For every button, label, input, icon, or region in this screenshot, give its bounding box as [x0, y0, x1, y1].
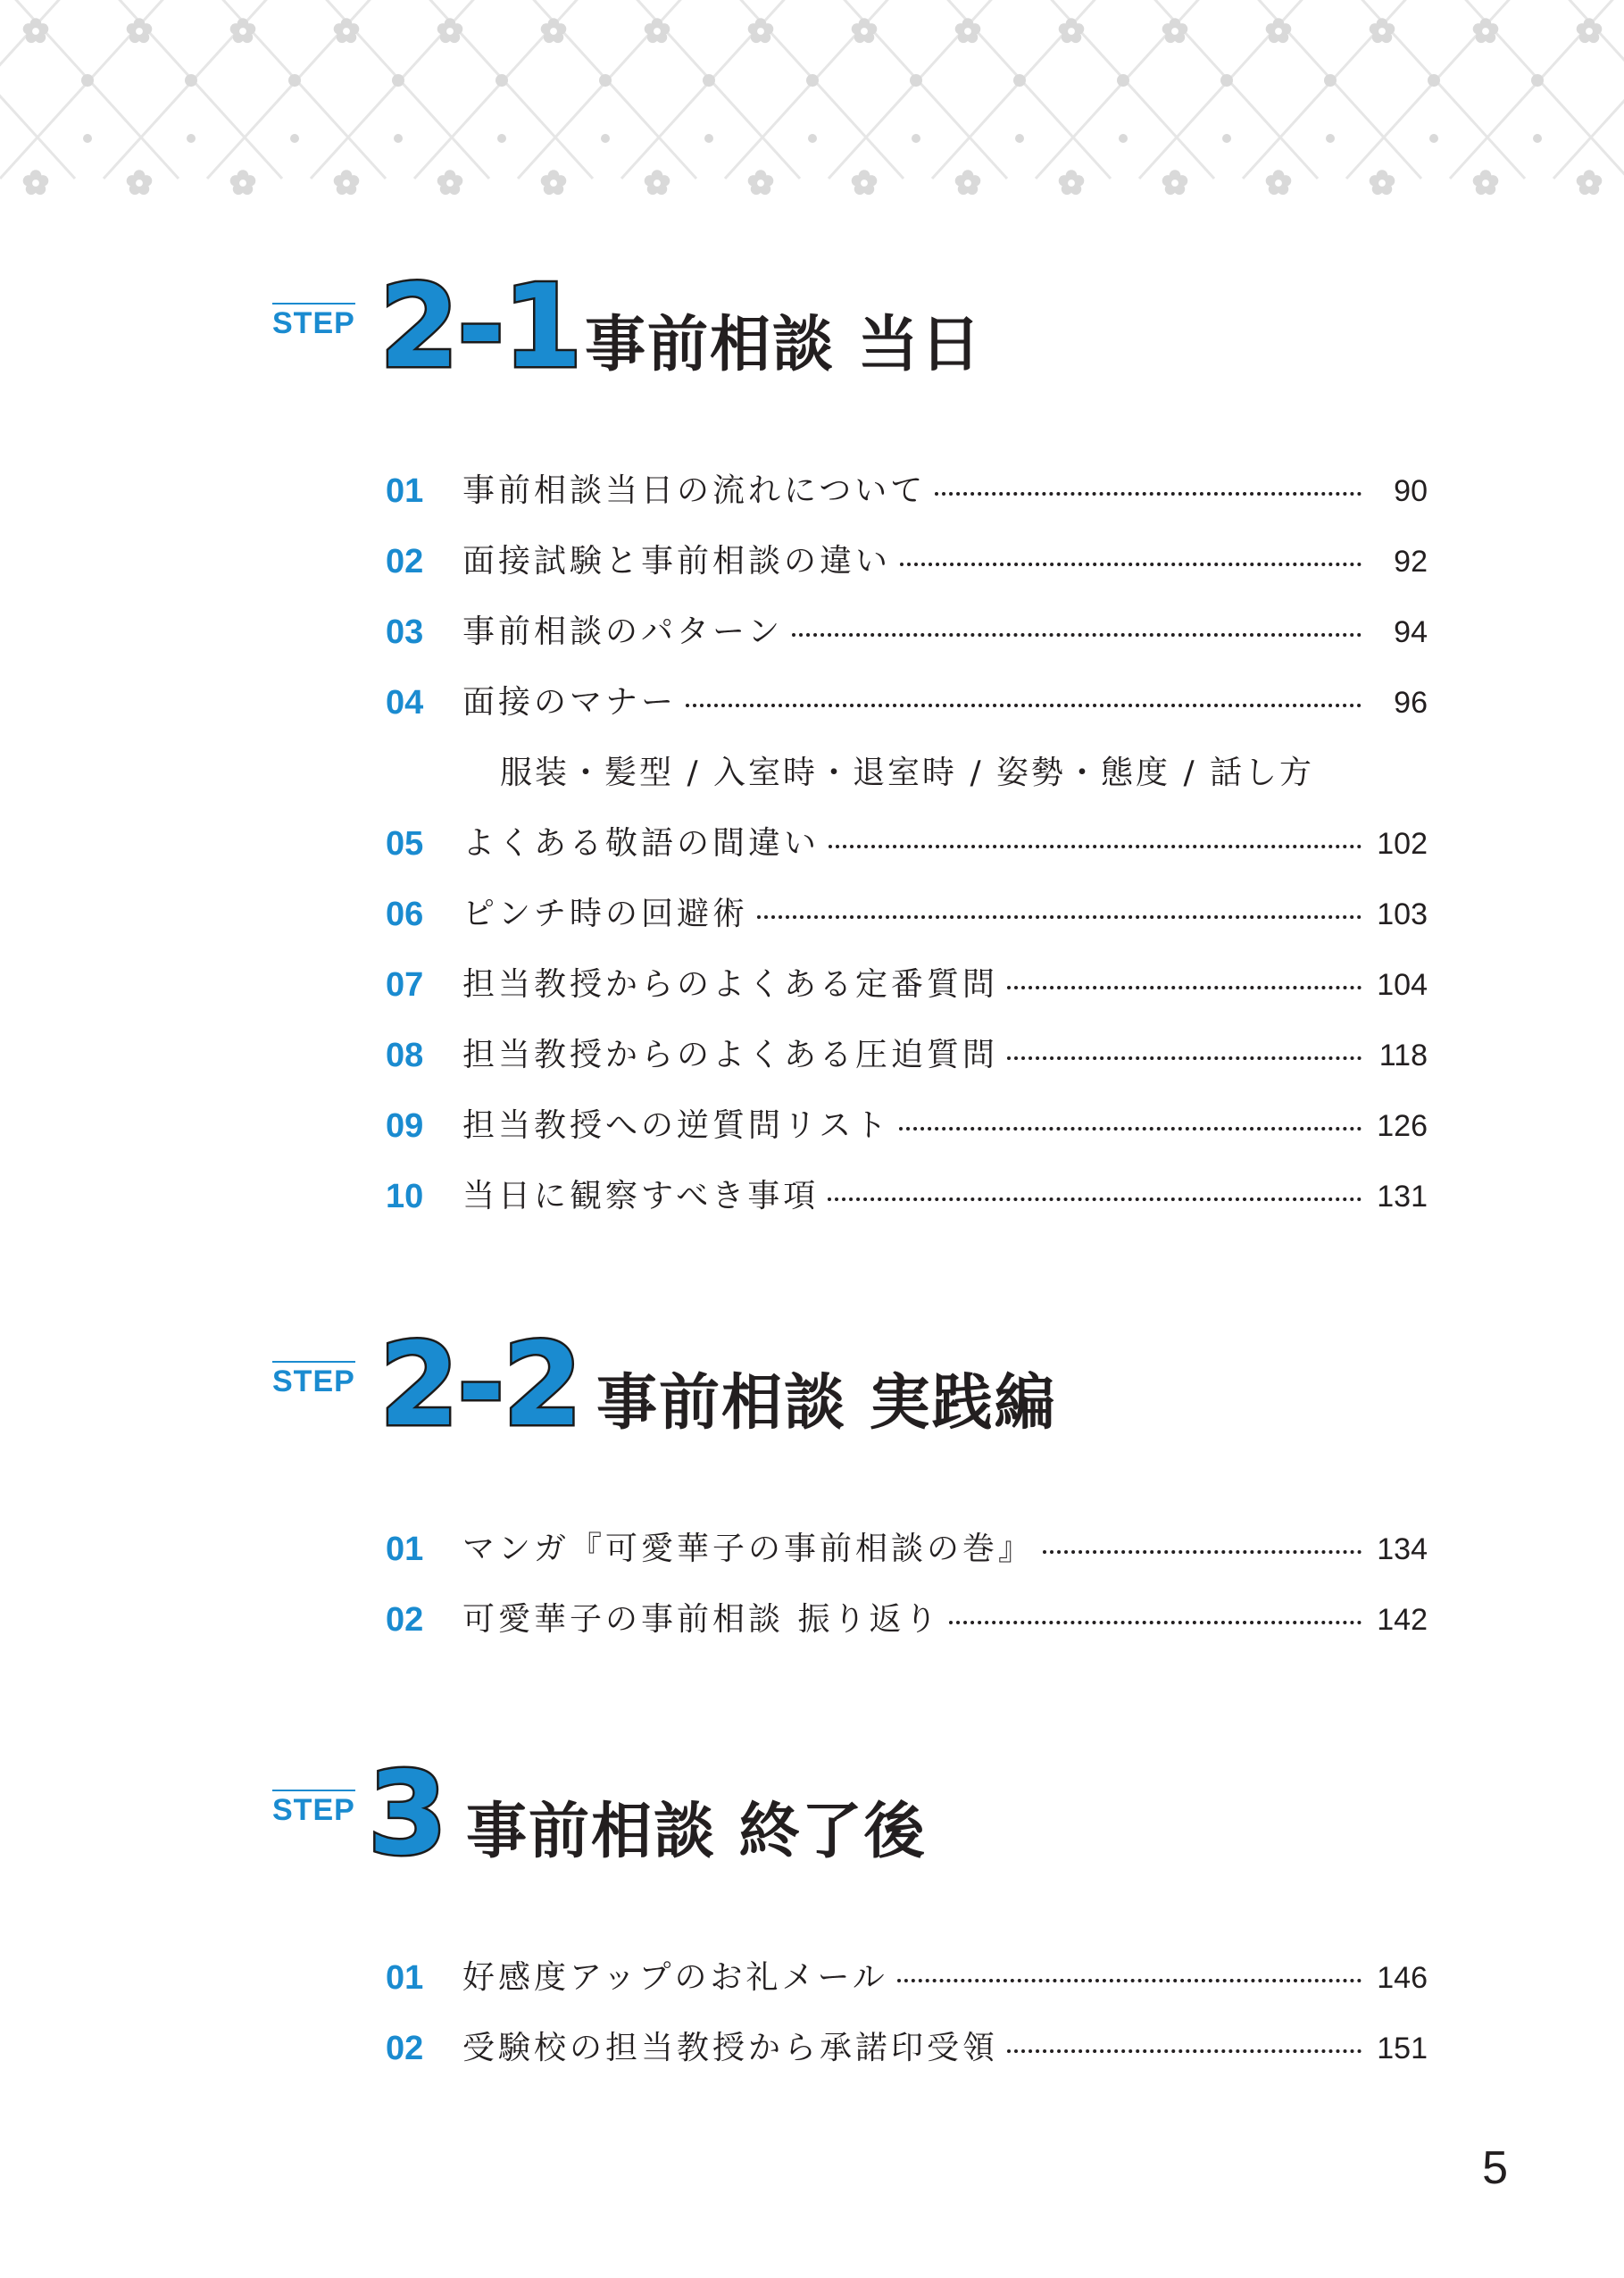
flower-icon	[23, 170, 49, 195]
entry-title: 可愛華子の事前相談 振り返り	[462, 1601, 941, 1638]
dot-leader	[900, 562, 1362, 566]
dot-icon	[1119, 134, 1128, 143]
dot-icon	[1220, 74, 1233, 87]
dot-icon	[1117, 74, 1129, 87]
dot-icon	[392, 74, 404, 87]
entry-page: 102	[1377, 827, 1428, 861]
dot-leader	[897, 1978, 1362, 1982]
flower-icon	[334, 18, 360, 43]
flower-icon	[1162, 18, 1188, 43]
dot-icon	[497, 134, 506, 143]
dot-icon	[1429, 134, 1438, 143]
flower-icon	[541, 170, 567, 195]
toc-subtopics	[0, 747, 1624, 800]
dot-icon	[704, 134, 713, 143]
flower-icon	[127, 18, 153, 43]
dot-icon	[1428, 74, 1440, 87]
step-number: 2-1	[379, 261, 581, 394]
entry-title: 担当教授への逆質問リスト	[462, 1107, 891, 1144]
entry-title: ピンチ時の回避術	[462, 896, 749, 932]
dot-icon	[703, 74, 715, 87]
dot-icon	[187, 134, 196, 143]
dot-icon	[601, 134, 610, 143]
step-heading	[0, 1748, 1624, 1884]
dot-icon	[1531, 74, 1544, 87]
dot-icon	[599, 74, 612, 87]
entry-page: 92	[1394, 545, 1428, 579]
dot-leader	[828, 1197, 1362, 1201]
entry-row	[462, 1598, 1428, 1641]
dot-icon	[1326, 134, 1335, 143]
flower-icon	[437, 18, 463, 43]
step-label: STEP	[272, 1361, 355, 1398]
flower-icon	[1473, 170, 1499, 195]
entry-title: 面接試験と事前相談の違い	[462, 543, 892, 580]
dot-leader	[829, 844, 1362, 848]
section-step-2-2	[0, 1319, 1624, 1639]
step-heading	[0, 1319, 1624, 1456]
entry-number: 01	[386, 1959, 424, 1997]
flower-icon	[1370, 170, 1395, 195]
flower-icon	[852, 170, 878, 195]
entry-number: 01	[386, 1531, 424, 1568]
step-number: 3	[368, 1748, 446, 1881]
dot-icon	[1222, 134, 1231, 143]
flower-icon	[645, 18, 670, 43]
entry-title: マンガ『可愛華子の事前相談の巻』	[462, 1531, 1035, 1567]
entry-number: 02	[386, 1601, 424, 1639]
flower-icon	[1266, 18, 1292, 43]
flower-icon	[230, 170, 256, 195]
dot-icon	[910, 74, 922, 87]
entry-row	[462, 2027, 1428, 2070]
flower-icon	[645, 170, 670, 195]
entry-row	[462, 540, 1428, 583]
toc-entry[interactable]	[0, 464, 1624, 518]
entry-title: 事前相談のパターン	[462, 613, 784, 650]
flower-icon	[852, 18, 878, 43]
toc-entry[interactable]	[0, 1523, 1624, 1576]
entry-number: 09	[386, 1107, 424, 1145]
flower-icon	[1059, 170, 1085, 195]
entry-row	[462, 1528, 1428, 1571]
entry-number: 02	[386, 2030, 424, 2067]
entry-page: 142	[1377, 1603, 1428, 1637]
flower-icon	[1162, 170, 1188, 195]
toc-entry[interactable]	[0, 605, 1624, 659]
dot-leader	[1043, 1549, 1362, 1554]
dot-icon	[81, 74, 94, 87]
entry-number: 05	[386, 825, 424, 863]
flower-icon	[955, 170, 981, 195]
flower-icon	[1266, 170, 1292, 195]
toc-entry[interactable]	[0, 1951, 1624, 2005]
entry-page: 126	[1377, 1109, 1428, 1143]
entry-title: 事前相談当日の流れについて	[462, 472, 927, 509]
dot-icon	[1533, 134, 1542, 143]
entry-number: 10	[386, 1178, 424, 1215]
entry-row	[462, 893, 1428, 936]
dot-icon	[394, 134, 403, 143]
flower-icon	[955, 18, 981, 43]
toc-entry[interactable]	[0, 1170, 1624, 1223]
entry-page: 151	[1377, 2032, 1428, 2065]
dot-icon	[1013, 74, 1026, 87]
dot-leader	[1007, 985, 1362, 989]
entry-title: 面接のマナー	[462, 684, 678, 721]
step-title: 事前相談 当日	[585, 310, 983, 380]
flower-icon	[541, 18, 567, 43]
entry-number: 08	[386, 1037, 424, 1074]
dot-icon	[185, 74, 197, 87]
dot-icon	[288, 74, 301, 87]
step-number: 2-2	[379, 1319, 581, 1452]
flower-icon	[1577, 170, 1603, 195]
dot-leader	[899, 1126, 1362, 1131]
page-number: 5	[1482, 2142, 1508, 2194]
dot-icon	[912, 134, 920, 143]
entry-page: 146	[1377, 1961, 1428, 1995]
step-label: STEP	[272, 303, 355, 340]
entry-page: 96	[1394, 686, 1428, 720]
toc-entry[interactable]	[0, 1593, 1624, 1647]
entry-row	[462, 964, 1428, 1006]
entry-page: 90	[1394, 474, 1428, 508]
dot-leader	[1007, 2049, 1362, 2053]
entry-number: 03	[386, 613, 424, 651]
step-heading	[0, 261, 1624, 397]
dot-icon	[290, 134, 299, 143]
toc-entry[interactable]	[0, 888, 1624, 941]
decorative-header-pattern	[0, 0, 1624, 214]
entry-page: 118	[1378, 1039, 1428, 1072]
entry-row	[462, 1957, 1428, 1999]
dot-leader	[757, 914, 1362, 919]
flower-icon	[748, 18, 774, 43]
entry-title: 受験校の担当教授から承諾印受領	[462, 2030, 999, 2066]
entry-title: よくある敬語の間違い	[462, 825, 820, 862]
step-title: 事前相談 終了後	[466, 1797, 927, 1867]
dot-leader	[686, 703, 1362, 707]
flower-icon	[1370, 18, 1395, 43]
entry-row	[462, 1105, 1428, 1147]
dot-icon	[83, 134, 92, 143]
flower-icon	[437, 170, 463, 195]
entry-title: 好感度アップのお礼メール	[462, 1959, 888, 1996]
dot-icon	[1015, 134, 1024, 143]
entry-title: 担当教授からのよくある定番質問	[462, 966, 999, 1003]
dot-leader	[935, 491, 1362, 496]
dot-icon	[806, 74, 819, 87]
flower-icon	[334, 170, 360, 195]
entry-number: 07	[386, 966, 424, 1004]
entry-page: 134	[1377, 1532, 1428, 1566]
entry-row	[462, 681, 1428, 724]
flower-icon	[23, 18, 49, 43]
dot-icon	[1324, 74, 1337, 87]
dot-icon	[496, 74, 508, 87]
toc-entry[interactable]	[0, 817, 1624, 871]
toc-entry[interactable]	[0, 535, 1624, 588]
flower-icon	[230, 18, 256, 43]
entry-page: 104	[1377, 968, 1428, 1002]
dot-leader	[1007, 1056, 1362, 1060]
entry-title: 担当教授からのよくある圧迫質問	[462, 1037, 999, 1073]
section-step-3	[0, 1748, 1624, 2067]
step-title: 事前相談 実践編	[596, 1368, 1057, 1439]
dot-icon	[808, 134, 817, 143]
entry-number: 06	[386, 896, 424, 933]
entry-number: 04	[386, 684, 424, 722]
entry-page: 103	[1377, 897, 1428, 931]
entry-title: 当日に観察すべき事項	[462, 1178, 820, 1214]
flower-icon	[127, 170, 153, 195]
flower-icon	[1473, 18, 1499, 43]
subtopics-text: 服装・髪型 / 入室時・退室時 / 姿勢・態度 / 話し方	[500, 755, 1315, 791]
entry-row	[462, 1175, 1428, 1218]
entry-number: 02	[386, 543, 424, 580]
entry-number: 01	[386, 472, 424, 510]
entry-row	[462, 470, 1428, 513]
entry-row	[462, 1034, 1428, 1077]
flower-icon	[1059, 18, 1085, 43]
flower-icon	[1577, 18, 1603, 43]
entry-page: 94	[1394, 615, 1428, 649]
step-label: STEP	[272, 1790, 355, 1827]
entry-row	[462, 822, 1428, 865]
entry-page: 131	[1377, 1180, 1428, 1214]
toc-entry[interactable]	[0, 2022, 1624, 2075]
toc-entry[interactable]	[0, 1029, 1624, 1082]
dot-leader	[792, 632, 1362, 637]
toc-entry[interactable]	[0, 958, 1624, 1012]
flower-icon	[748, 170, 774, 195]
section-step-2-1	[0, 261, 1624, 1215]
toc-entry[interactable]	[0, 676, 1624, 730]
dot-leader	[949, 1620, 1362, 1624]
toc-entry[interactable]	[0, 1099, 1624, 1153]
entry-row	[462, 611, 1428, 654]
